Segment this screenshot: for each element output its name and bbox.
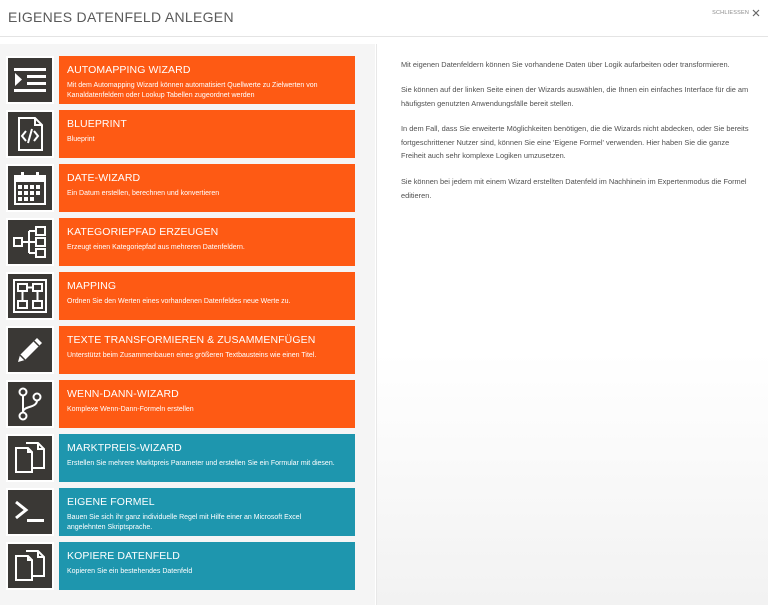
wizard-item-category-path[interactable] xyxy=(6,218,355,266)
wizard-item-mapping[interactable] xyxy=(6,272,355,320)
wizard-title: AUTOMAPPING WIZARD xyxy=(67,64,191,76)
info-panel xyxy=(376,44,768,605)
wizard-icon-box xyxy=(6,380,54,428)
wizard-item-date[interactable] xyxy=(6,164,355,212)
wizard-icon-box xyxy=(6,488,54,536)
wizard-title: EIGENE FORMEL xyxy=(67,496,155,508)
wizard-content xyxy=(59,542,355,590)
info-paragraph-4: Sie können bei jedem mit einem Wizard erstellten Datenfeld im Nachhinein im Expertenmodus die Formel editieren. xyxy=(401,177,747,200)
wizard-description: Blueprint xyxy=(67,136,95,143)
wizard-title: BLUEPRINT xyxy=(67,118,127,130)
wizard-description: Unterstützt beim Zusammenbauen eines größeren Textbausteins wie einen Titel. xyxy=(67,352,317,359)
info-paragraph-3: In dem Fall, dass Sie erweiterte Möglichkeiten benötigen, die die Wizards nicht abdecken, oder Sie bereits fortgeschrittener Nutzer sind, können Sie eine 'Eigene Formel' verwenden. Hier haben Sie die ganze Freiheit auch sehr komplexe Logiken umzusetzen. xyxy=(401,124,749,160)
wizard-icon-box xyxy=(6,56,54,104)
wizard-content xyxy=(59,434,355,482)
wizard-description: Bauen Sie sich ihr ganz individuelle Regel mit Hilfe einer an Microsoft Excel angelehnten Skriptsprache. xyxy=(67,514,302,531)
wizard-list xyxy=(0,44,375,605)
wizard-title: KOPIERE DATENFELD xyxy=(67,550,180,562)
info-paragraph-2: Sie können auf der linken Seite einen der Wizards auswählen, die Ihnen ein einfaches Interface für die am häufigsten genutzten Anwendungsfälle bereit stellen. xyxy=(401,85,749,108)
copy-icon xyxy=(10,438,50,478)
branch-icon xyxy=(10,384,50,424)
wizard-icon-box xyxy=(6,434,54,482)
wizard-content xyxy=(59,110,355,158)
pencil-icon xyxy=(10,330,50,370)
wizard-description: Ein Datum erstellen, berechnen und konvertieren xyxy=(67,190,220,197)
wizard-content xyxy=(59,488,355,536)
wizard-item-custom-formula[interactable] xyxy=(6,488,355,536)
wizard-title: TEXTE TRANSFORMIEREN & ZUSAMMENFÜGEN xyxy=(67,334,316,346)
close-label: SCHLIESSEN xyxy=(712,10,749,16)
wizard-item-text-transform[interactable] xyxy=(6,326,355,374)
calendar-icon xyxy=(10,168,50,208)
wizard-item-if-then[interactable] xyxy=(6,380,355,428)
wizard-content xyxy=(59,272,355,320)
wizard-item-market-price[interactable] xyxy=(6,434,355,482)
wizard-content xyxy=(59,218,355,266)
wizard-description: Ordnen Sie den Werten eines vorhandenen Datenfeldes neue Werte zu. xyxy=(67,298,291,305)
wizard-title: DATE-WIZARD xyxy=(67,172,141,184)
wizard-description: Erstellen Sie mehrere Marktpreis Parameter und erstellen Sie ein Formular mit diesen. xyxy=(67,460,335,467)
dialog-title: EIGENES DATENFELD ANLEGEN xyxy=(8,9,234,25)
mapping-icon xyxy=(10,276,50,316)
info-paragraph-1: Mit eigenen Datenfeldern können Sie vorhandene Daten über Logik aufarbeiten oder transformieren. xyxy=(401,60,730,69)
copy-icon xyxy=(10,546,50,586)
dialog-header xyxy=(0,0,768,37)
hierarchy-icon xyxy=(10,222,50,262)
wizard-title: MARKTPREIS-WIZARD xyxy=(67,442,182,454)
wizard-title: KATEGORIEPFAD ERZEUGEN xyxy=(67,226,219,238)
wizard-title: WENN-DANN-WIZARD xyxy=(67,388,179,400)
close-button[interactable] xyxy=(712,9,760,17)
wizard-description: Komplexe Wenn-Dann-Formeln erstellen xyxy=(67,406,194,413)
wizard-title: MAPPING xyxy=(67,280,117,292)
wizard-content xyxy=(59,56,355,104)
wizard-icon-box xyxy=(6,218,54,266)
wizard-item-blueprint[interactable] xyxy=(6,110,355,158)
wizard-item-copy-field[interactable] xyxy=(6,542,355,590)
wizard-description: Kopieren Sie ein bestehendes Datenfeld xyxy=(67,568,193,575)
wizard-icon-box xyxy=(6,164,54,212)
wizard-content xyxy=(59,380,355,428)
wizard-icon-box xyxy=(6,272,54,320)
wizard-content xyxy=(59,164,355,212)
wizard-content xyxy=(59,326,355,374)
wizard-item-automapping[interactable] xyxy=(6,56,355,104)
terminal-icon xyxy=(10,492,50,532)
wizard-description: Erzeugt einen Kategoriepfad aus mehreren Datenfeldern. xyxy=(67,244,245,251)
wizard-icon-box xyxy=(6,110,54,158)
wizard-icon-box xyxy=(6,542,54,590)
automapping-icon xyxy=(10,60,50,100)
close-icon xyxy=(752,9,760,17)
wizard-icon-box xyxy=(6,326,54,374)
wizard-description: Mit dem Automapping Wizard können automatisiert Quellwerte zu Zielwerten von Kanaldatenfeldern oder Lookup Tabellen zugeordnet werden xyxy=(67,82,318,99)
code-file-icon xyxy=(10,114,50,154)
